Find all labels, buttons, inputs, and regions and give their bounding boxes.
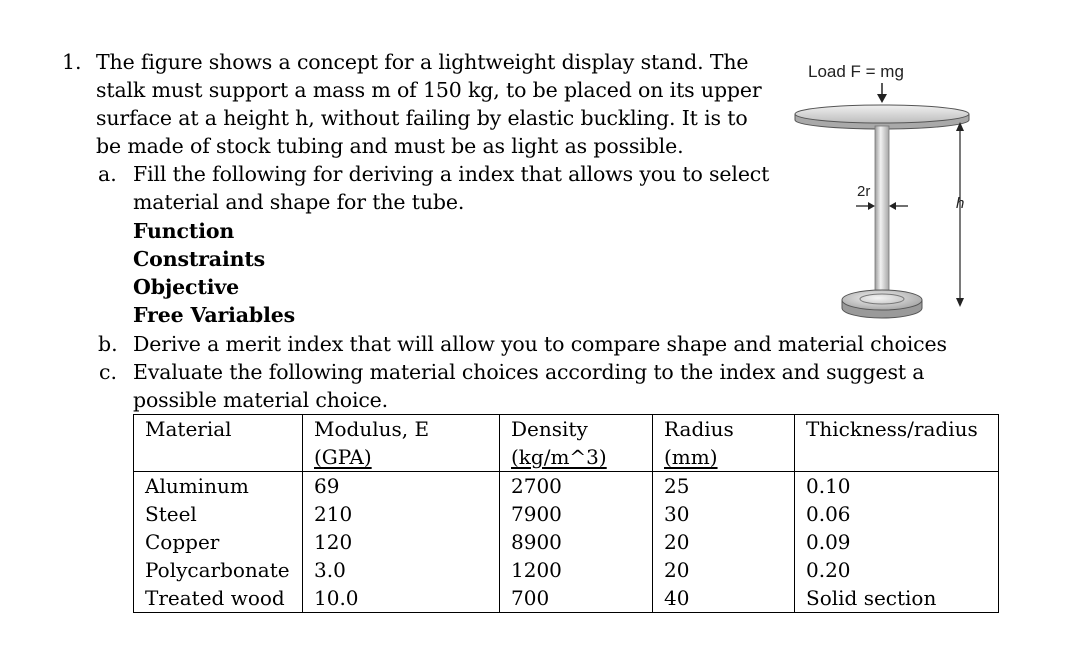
table-header-row — [134, 415, 999, 472]
cell-density: 2700 — [500, 472, 653, 501]
display-stand-figure — [790, 52, 990, 332]
tube-stalk — [875, 126, 889, 300]
header-material: Material — [134, 415, 303, 472]
part-b-letter: b. — [98, 332, 118, 356]
header-modulus: Modulus, E (GPA) — [303, 415, 500, 472]
cell-material: Aluminum — [134, 472, 303, 501]
question-number: 1. — [62, 50, 82, 74]
field-constraints: Constraints — [133, 247, 266, 271]
height-dimension — [956, 122, 964, 307]
cell-density: 7900 — [500, 500, 653, 528]
cell-radius: 25 — [653, 472, 795, 501]
cell-modulus: 69 — [303, 472, 500, 501]
field-function: Function — [133, 219, 235, 243]
material-table — [133, 414, 999, 613]
header-density: Density (kg/m^3) — [500, 415, 653, 472]
cell-material: Treated wood — [134, 584, 303, 613]
field-free-variables: Free Variables — [133, 303, 296, 327]
part-c-line-2: possible material choice. — [133, 388, 389, 412]
cell-modulus: 120 — [303, 528, 500, 556]
part-a-letter: a. — [98, 162, 117, 186]
table-row — [134, 584, 999, 613]
intro-line-1: The figure shows a concept for a lightweight display stand. The — [96, 50, 749, 74]
header-radius: Radius (mm) — [653, 415, 795, 472]
cell-modulus: 10.0 — [303, 584, 500, 613]
height-label: h — [956, 195, 965, 212]
cell-thickness: 0.10 — [795, 472, 999, 501]
cell-density: 1200 — [500, 556, 653, 584]
cell-radius: 20 — [653, 556, 795, 584]
radius-label: 2r — [857, 183, 871, 200]
cell-modulus: 210 — [303, 500, 500, 528]
table-row — [134, 500, 999, 528]
part-a-line-1: Fill the following for deriving a index that allows you to select — [133, 162, 770, 186]
cell-thickness: 0.20 — [795, 556, 999, 584]
cell-radius: 40 — [653, 584, 795, 613]
load-arrow-icon — [877, 83, 887, 103]
part-a-line-2: material and shape for the tube. — [133, 190, 465, 214]
intro-line-4: be made of stock tubing and must be as light as possible. — [96, 134, 684, 158]
cell-density: 700 — [500, 584, 653, 613]
cell-radius: 30 — [653, 500, 795, 528]
field-objective: Objective — [133, 275, 239, 299]
part-c-line-1: Evaluate the following material choices according to the index and suggest a — [133, 360, 925, 384]
cell-material: Copper — [134, 528, 303, 556]
part-c-letter: c. — [99, 360, 117, 384]
header-thickness-radius: Thickness/radius — [795, 415, 999, 472]
cell-thickness: 0.06 — [795, 500, 999, 528]
part-b-text: Derive a merit index that will allow you to compare shape and material choices — [133, 332, 947, 356]
cell-radius: 20 — [653, 528, 795, 556]
cell-thickness: 0.09 — [795, 528, 999, 556]
intro-line-2: stalk must support a mass m of 150 kg, to be placed on its upper — [96, 78, 762, 102]
cell-material: Steel — [134, 500, 303, 528]
cell-modulus: 3.0 — [303, 556, 500, 584]
tabletop — [795, 105, 969, 129]
load-label: Load F = mg — [808, 62, 904, 81]
cell-material: Polycarbonate — [134, 556, 303, 584]
table-row — [134, 556, 999, 584]
table-row — [134, 472, 999, 501]
cell-thickness: Solid section — [795, 584, 999, 613]
base-disc — [842, 290, 922, 318]
intro-line-3: surface at a height h, without failing by elastic buckling. It is to — [96, 106, 748, 130]
table-row — [134, 528, 999, 556]
cell-density: 8900 — [500, 528, 653, 556]
